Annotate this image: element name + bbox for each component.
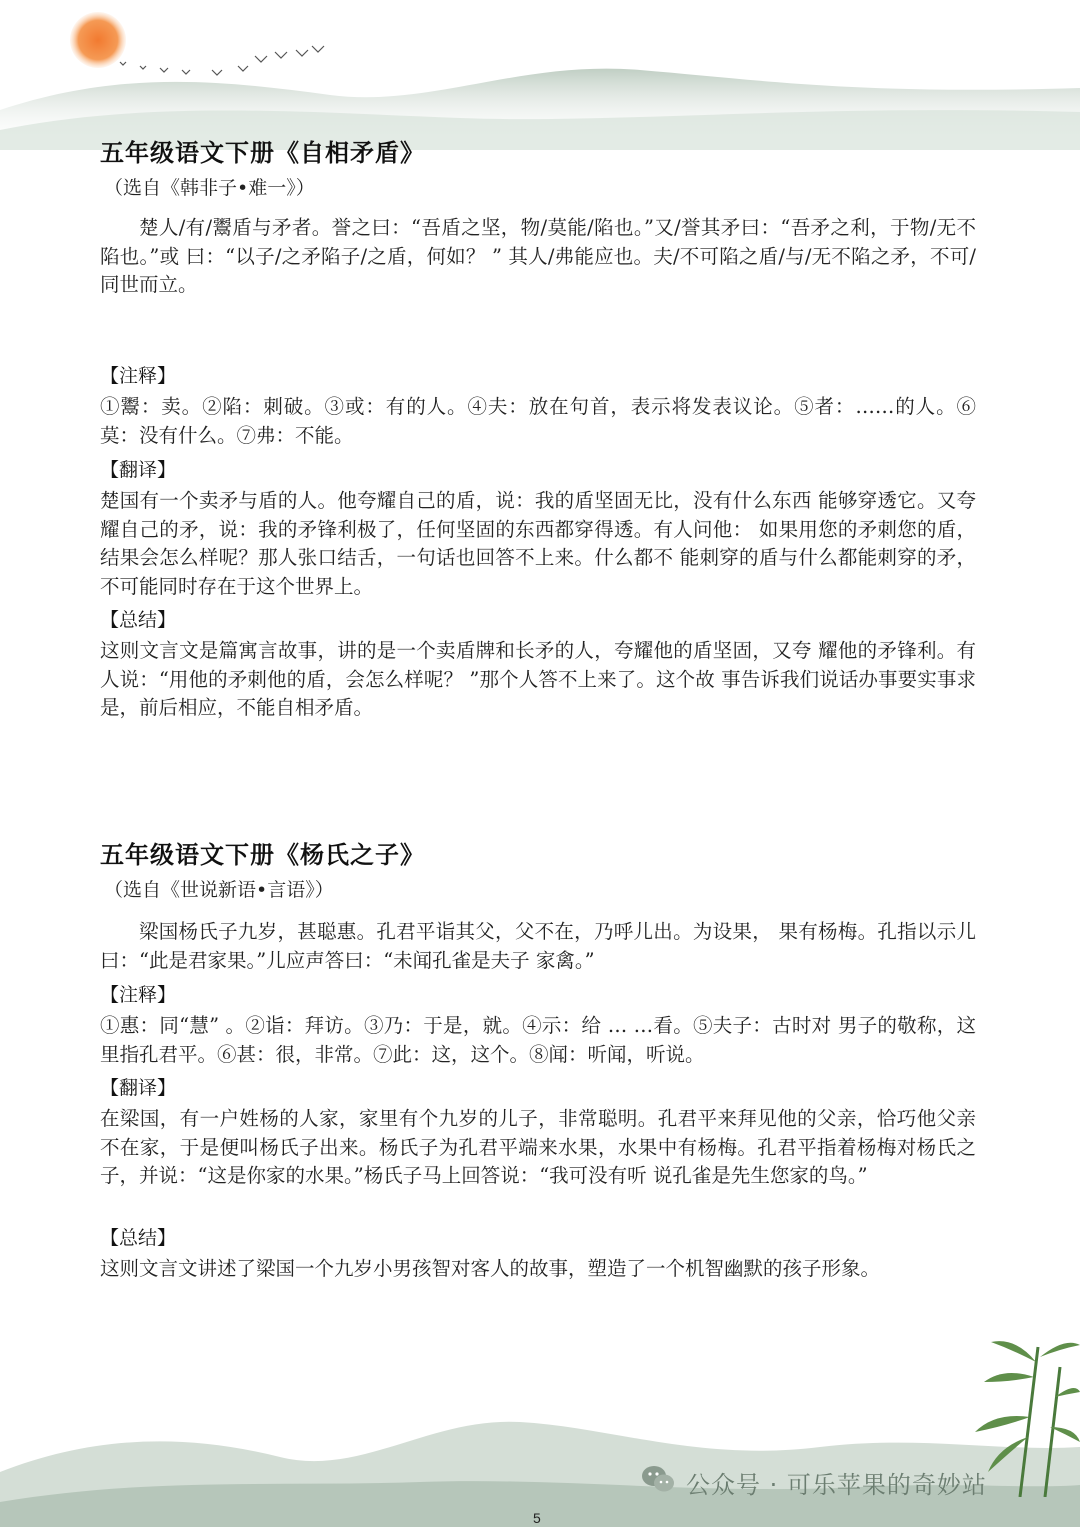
summary-text: 这则文言文是篇寓言故事，讲的是一个卖盾牌和长矛的人，夸耀他的盾坚固，又夸 耀他的矛锋利。有人说：“用他的矛刺他的盾，会怎么样呢？ ”那个人答不上来了。这个故 事告诉我们说话办事要实事求是，前后相应，不能自相矛盾。	[100, 639, 976, 720]
lesson-title: 五年级语文下册《杨氏之子》	[100, 841, 425, 869]
lesson-title: 五年级语文下册《自相矛盾》	[100, 139, 425, 167]
wechat-icon	[640, 1464, 676, 1500]
lesson-source: （选自《韩非子•难一》）	[104, 177, 315, 199]
flying-birds-icon	[120, 46, 324, 75]
header-landscape-illustration	[0, 0, 1080, 150]
page-number: 5	[533, 1510, 541, 1526]
classical-text: 梁国杨氏子九岁，甚聪惠。孔君平诣其父，父不在，乃呼儿出。为设果， 果有杨梅。孔指以示儿曰：“此是君家果。”儿应声答曰：“未闻孔雀是夫子 家禽。”	[100, 920, 976, 972]
footer-landscape-illustration	[0, 1377, 1080, 1527]
lesson-source: （选自《世说新语•言语》）	[104, 879, 334, 901]
notes-label: 【注释】	[100, 365, 177, 387]
summary-label: 【总结】	[100, 1227, 177, 1249]
sun-icon	[70, 12, 126, 68]
watermark-text: 公众号 · 可乐苹果的奇妙站	[686, 1470, 987, 1499]
translation-label: 【翻译】	[100, 459, 177, 481]
classical-text: 楚人/有/鬻盾与矛者。誉之曰：“吾盾之坚，物/莫能/陷也。”又/誉其矛曰：“吾矛之利，于物/无不陷也。”或 曰：“以子/之矛陷子/之盾，何如？ ” 其人/弗能应也。夫/不可陷之盾/与/无不陷之矛，不可/同世而立。	[100, 216, 976, 297]
translation-text: 在梁国，有一户姓杨的人家，家里有个九岁的儿子，非常聪明。孔君平来拜见他的父亲，恰巧他父亲不在家，于是便叫杨氏子出来。杨氏子为孔君平端来水果，水果中有杨梅。孔君平指着杨梅对杨氏之子，并说：“这是你家的水果。”杨氏子马上回答说：“我可没有听 说孔雀是先生您家的鸟。”	[100, 1107, 976, 1188]
translation-label: 【翻译】	[100, 1077, 177, 1099]
notes-text: ①惠：同“慧” 。②诣：拜访。③乃：于是，就。④示：给 … …看。⑤夫子：古时对 男子的敬称，这里指孔君平。⑥甚：很，非常。⑦此：这，这个。⑧闻：听闻，听说。	[100, 1014, 976, 1066]
translation-text: 楚国有一个卖矛与盾的人。他夸耀自己的盾，说：我的盾坚固无比，没有什么东西 能够穿透它。又夸耀自己的矛，说：我的矛锋利极了，任何坚固的东西都穿得透。有人问他： 如果用您的矛刺您的盾，结果会怎么样呢？那人张口结舌，一句话也回答不上来。什么都不 能刺穿的盾与什么都能刺穿的矛，不可能同时存在于这个世界上。	[100, 489, 976, 598]
summary-label: 【总结】	[100, 609, 177, 631]
summary-text: 这则文言文讲述了梁国一个九岁小男孩智对客人的故事，塑造了一个机智幽默的孩子形象。	[100, 1257, 881, 1280]
notes-text: ①鬻：卖。②陷：刺破。③或：有的人。④夫：放在句首，表示将发表议论。⑤者：……的人。⑥莫：没有什么。⑦弗：不能。	[100, 395, 976, 447]
watermark	[640, 1462, 987, 1502]
notes-label: 【注释】	[100, 984, 177, 1006]
